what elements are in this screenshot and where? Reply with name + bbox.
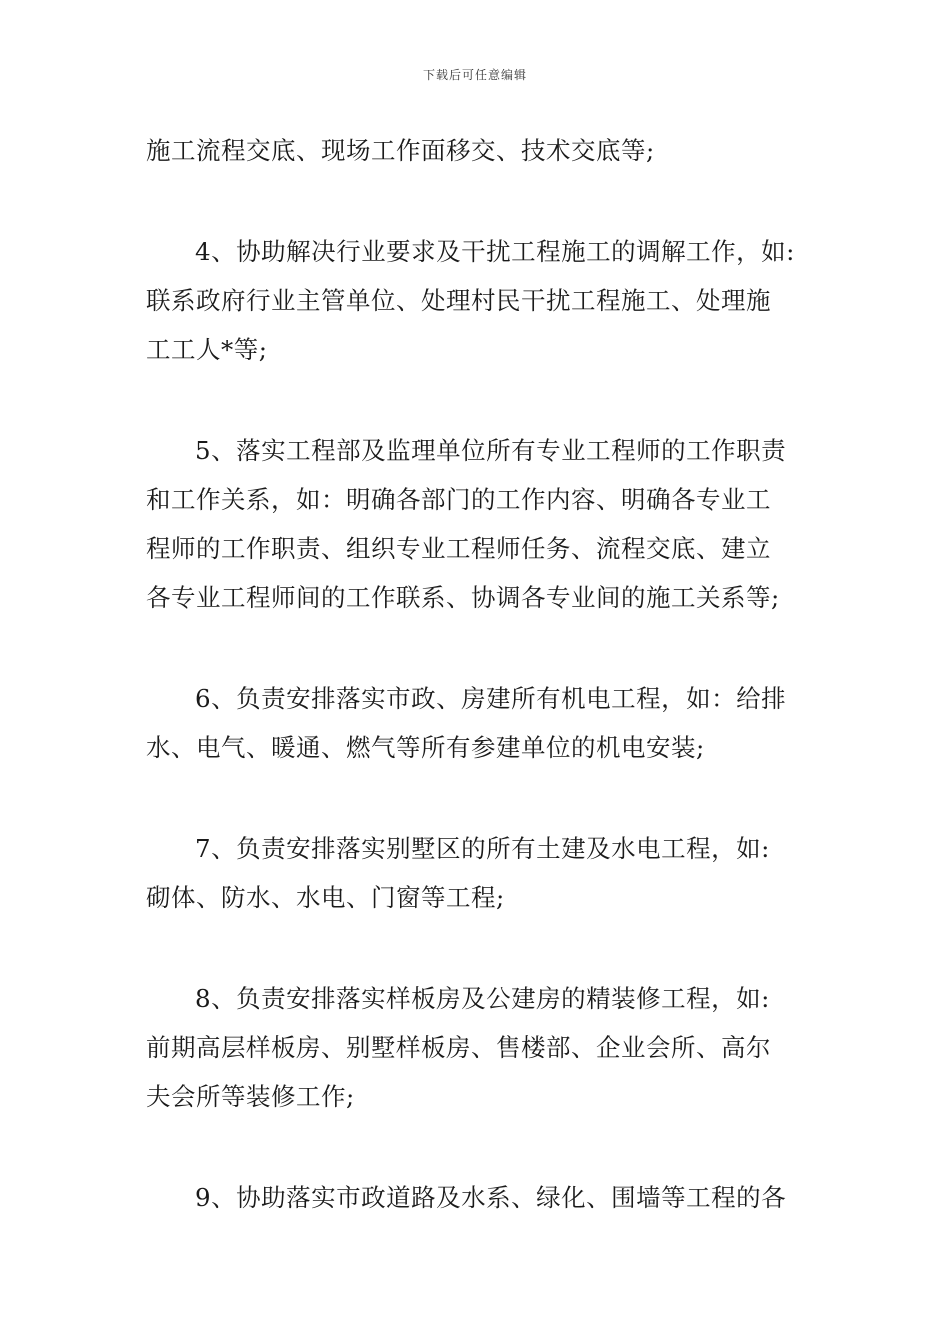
text-line: 联系政府行业主管单位、处理村民干扰工程施工、处理施 <box>146 286 771 315</box>
text-line: 6、负责安排落实市政、房建所有机电工程，如：给排 <box>195 684 787 713</box>
text-line: 夫会所等装修工作; <box>146 1082 355 1111</box>
paragraph-item-8 <box>146 974 826 1121</box>
paragraph-item-5 <box>146 426 826 622</box>
text-line: 前期高层样板房、别墅样板房、售楼部、企业会所、高尔 <box>146 1033 771 1062</box>
text-line: 各专业工程师间的工作联系、协调各专业间的施工关系等; <box>146 583 780 612</box>
text-line: 和工作关系，如：明确各部门的工作内容、明确各专业工 <box>146 485 771 514</box>
paragraph-item-4 <box>146 227 826 374</box>
text-line: 程师的工作职责、组织专业工程师任务、流程交底、建立 <box>146 534 771 563</box>
paragraph-item-6 <box>146 674 826 772</box>
text-line: 4、协助解决行业要求及干扰工程施工的调解工作，如: <box>195 237 795 266</box>
text-line: 7、负责安排落实别墅区的所有土建及水电工程，如: <box>195 834 770 863</box>
text-line: 工工人*等; <box>146 335 268 364</box>
paragraph-item-9 <box>146 1173 826 1222</box>
text-line: 9、协助落实市政道路及水系、绿化、围墙等工程的各 <box>195 1183 787 1212</box>
text-line: 砌体、防水、水电、门窗等工程; <box>146 883 505 912</box>
page-header: 下载后可任意编辑 <box>422 68 527 82</box>
document-body <box>146 126 826 1222</box>
text-line: 8、负责安排落实样板房及公建房的精装修工程，如: <box>195 984 770 1013</box>
text-line: 施工流程交底、现场工作面移交、技术交底等; <box>146 136 655 165</box>
paragraph-item-7 <box>146 824 826 922</box>
paragraph <box>146 126 826 175</box>
text-line: 水、电气、暖通、燃气等所有参建单位的机电安装; <box>146 733 705 762</box>
text-line: 5、落实工程部及监理单位所有专业工程师的工作职责 <box>195 436 787 465</box>
